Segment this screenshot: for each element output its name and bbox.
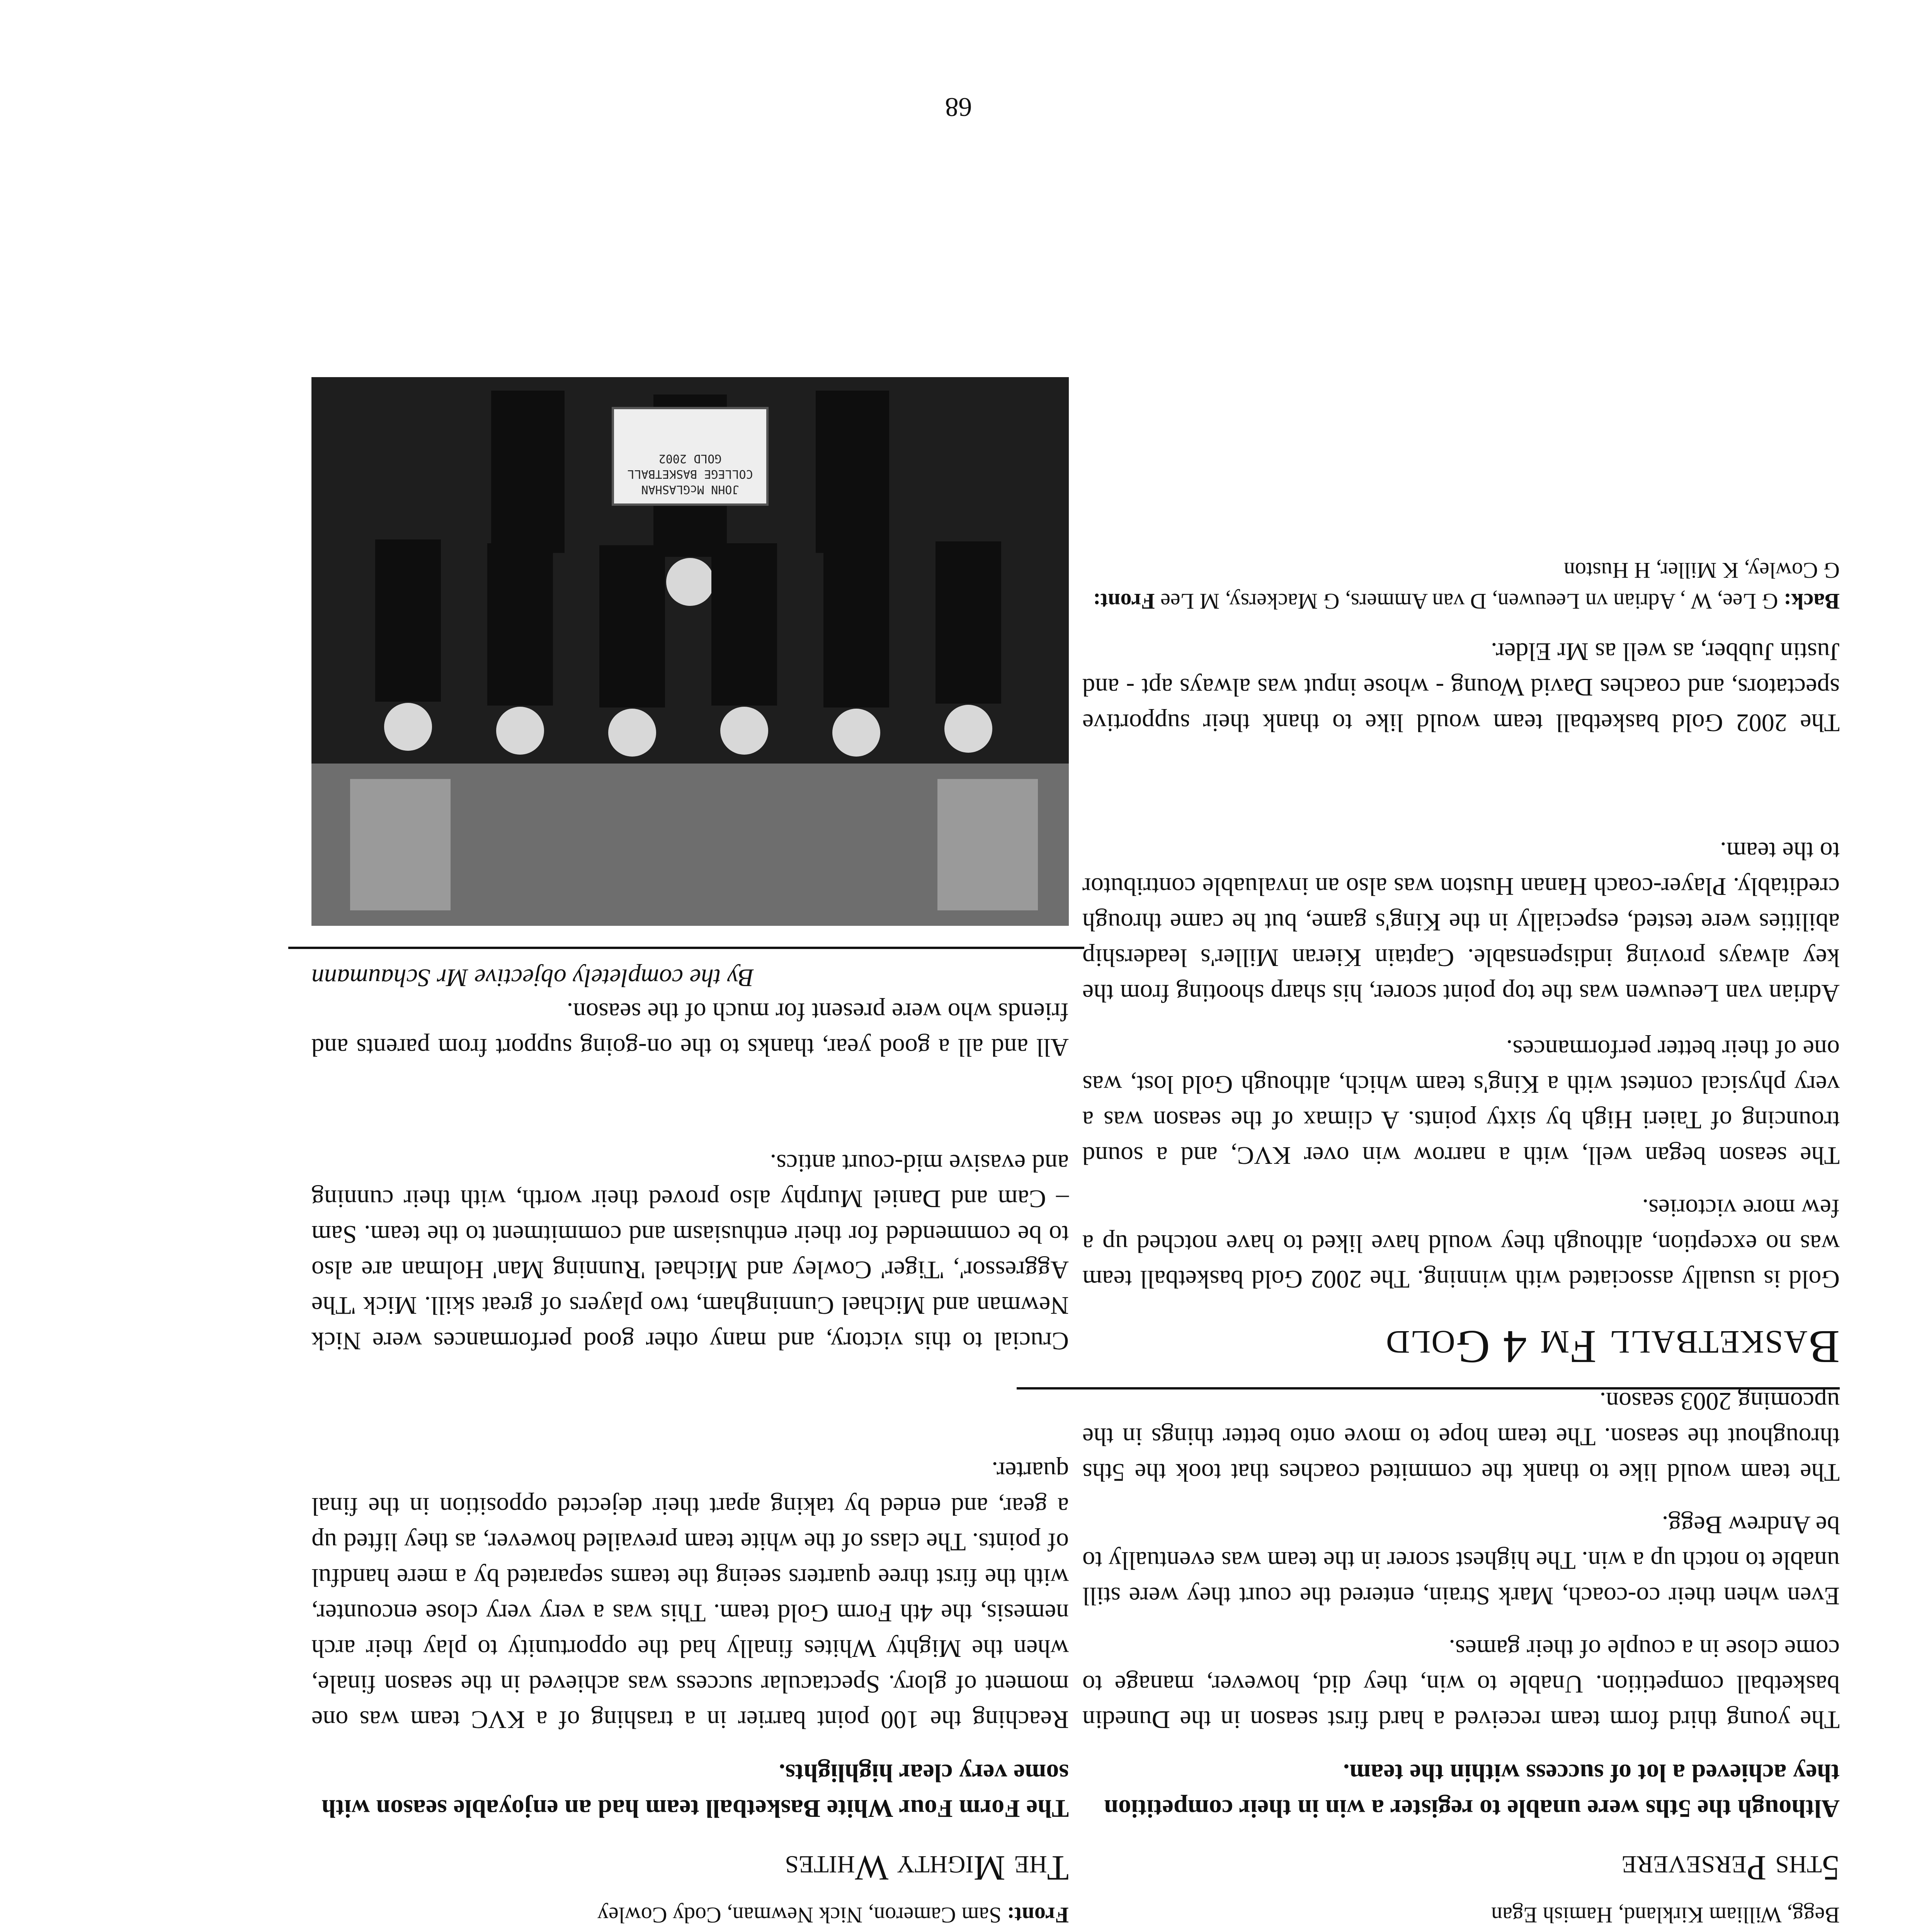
caption-gold-front: G Cowley, K Miller, H Huston (1563, 558, 1840, 583)
para-5ths-2: Even when their co-coach, Mark Strain, entered the court they were still unable to notch up a win. The highest scorer in the team was eventually to be Andrew Begg. (1082, 1511, 1840, 1610)
para-5ths-3: The team would like to thank the commited coaches that took the 5ths throughout the season. The team hope to move onto better things in the upcoming 2003 season. (1082, 1387, 1840, 1486)
para-white-1: Reaching the 100 point barrier in a trashing of a KVC team was one moment of glory. Spectacular success was achieved in the season finale, when the Mighty Whites finally had the opportunity to play their arch nemesis, the 4th Form Gold team. This was a very very close encounter, with the first three quarters seeing the teams separated by a mere handful of points. The class of the white team prevailed however, as they lifted up a gear, and ended by taking apart their dejected opposition in the final quarter. (311, 1457, 1069, 1734)
para-gold-4: The 2002 Gold basketball team would like to thank their supportive spectators, and coaches David Woung - whose input was always apt - and Justin Jubber, as well as Mr Elder. (1082, 638, 1840, 737)
section-title-5ths-persevere: 5ths Persevere (1621, 1849, 1840, 1888)
byline-schaumann: By the completely objective Mr Schaumann (311, 964, 754, 992)
byline-divider-rule (288, 947, 1084, 949)
para-gold-2: The season began well, with a narrow win over KVC, and a sound trouncing of Taieri High by sixty points. A climax of the season was a very physical contest with a King's team which, although Gold lost, was one of their better performances. (1082, 1035, 1840, 1170)
caption-white-front: Sam Cameron, Nick Newman, Cody Cowley (597, 1903, 1002, 1928)
caption-gold (1082, 555, 1840, 617)
para-white-3: All and all a good year, thanks to the on-going support from parents and friends who were present for much of the season. (311, 998, 1069, 1061)
caption-gold-front-label: Front: (1093, 589, 1155, 614)
para-gold-3: Adrian van Leeuwen was the top point scorer, his sharp shooting from the key always proving indispensable. Captain Kieran Miller's leadership abilities were tested, especially in the King's game, but he came through creditably. Player-coach Hanan Huston was also an invaluable contributor to the team. (1082, 837, 1840, 1007)
caption-gold-back-label: Back: (1784, 589, 1840, 614)
para-white-2: Crucial to this victory, and many other good performances were Nick Newman and Michael Cunningham, two players of great skill. Mick 'The Aggressor', 'Tiger' Cowley and Michael 'Running Man' Holman are also to be commended for their enthusiasm and commitment to the team. Sam – Cam and Daniel Murphy also proved their worth, with their cunning and evasive mid-court antics. (311, 1149, 1069, 1355)
caption-white (311, 1900, 1069, 1932)
section-title-mighty-whites: The Mighty Whites (785, 1849, 1069, 1888)
para-5ths-1: The young third form team received a hard first season in the Dunedin basketball competition. Unable to win, they did, however, manage to come close in a couple of their games. (1082, 1634, 1840, 1734)
page-number: 68 (945, 92, 972, 122)
section-title-fm4-gold: Basketball Fm 4 Gold (1385, 1321, 1840, 1373)
caption-5ths-front: Begg, William Kirkland, Hamish Egan (1491, 1903, 1840, 1928)
caption-5ths (1082, 1900, 1840, 1932)
photo-sign-gold: JOHN McGLASHAN COLLEGE BASKETBALL GOLD 2002 (627, 452, 753, 496)
lead-5ths: Although the 5ths were unable to register a win in their competition they achieved a lot of success within the team. (1104, 1759, 1840, 1823)
caption-white-front-label: Front: (1007, 1903, 1069, 1928)
section-divider-rule (1017, 1387, 1840, 1389)
para-gold-1: Gold is usually associated with winning. The 2002 Gold basketball team was no exception, although they would have liked to have notched up a few more victories. (1082, 1194, 1840, 1293)
caption-gold-back: G Lee, W , Adrian vn Leeuwen, D van Ammers, G Mackersy, M Lee (1160, 589, 1778, 614)
team-photo-gold (311, 377, 1069, 926)
lead-white: The Form Four White Basketball team had an enjoyable season with some very clear highlights. (321, 1759, 1069, 1823)
